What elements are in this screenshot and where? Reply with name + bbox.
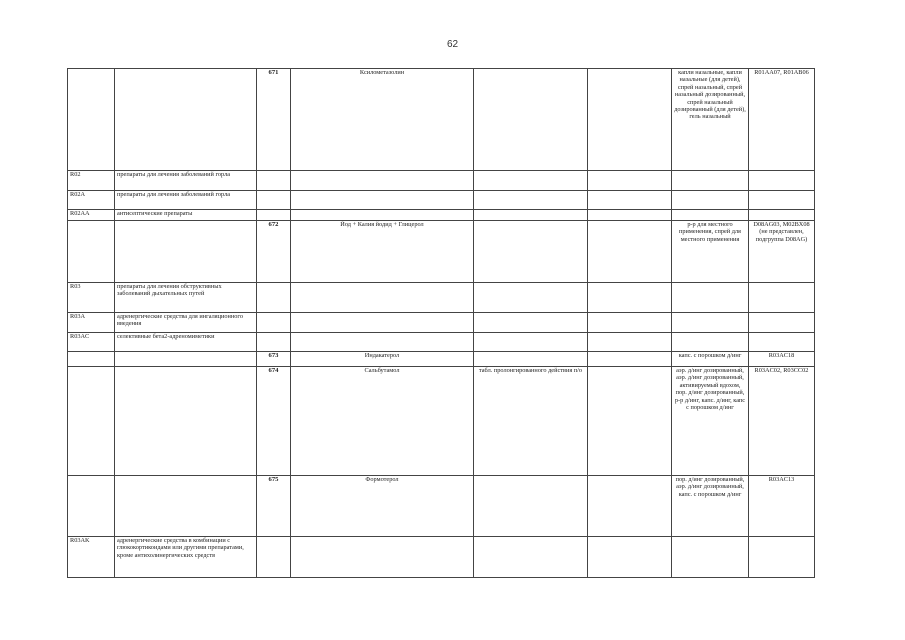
cell-group <box>115 221 257 283</box>
cell-note <box>474 221 588 283</box>
cell-code: R02A <box>68 191 115 210</box>
cell-note <box>474 69 588 171</box>
cell-group <box>115 476 257 537</box>
cell-group: антисептические препараты <box>115 210 257 221</box>
cell-atc <box>749 171 815 191</box>
cell-code <box>68 476 115 537</box>
cell-note <box>474 333 588 352</box>
cell-forms <box>672 171 749 191</box>
cell-note <box>474 191 588 210</box>
cell-note <box>474 210 588 221</box>
cell-code: R03AK <box>68 537 115 578</box>
table-row <box>68 313 815 333</box>
cell-atc: D08AG03, M02BX08 (не представлен, подгруппа D08AG) <box>749 221 815 283</box>
table-row <box>68 333 815 352</box>
cell-forms: пор. д/инг дозированный, аэр. д/инг дозированный, капс. с порошком д/инг <box>672 476 749 537</box>
cell-col6 <box>588 171 672 191</box>
cell-forms <box>672 283 749 313</box>
cell-group: препараты для лечения обструктивных заболеваний дыхательных путей <box>115 283 257 313</box>
cell-code <box>68 221 115 283</box>
cell-note <box>474 171 588 191</box>
table-row <box>68 283 815 313</box>
cell-name <box>291 191 474 210</box>
cell-code: R03A <box>68 313 115 333</box>
cell-forms: р-р для местного применения, спрей для местного применения <box>672 221 749 283</box>
cell-name: Йод + Калия йодид + Глицерол <box>291 221 474 283</box>
cell-note <box>474 283 588 313</box>
table-row <box>68 352 815 367</box>
cell-atc <box>749 210 815 221</box>
cell-code <box>68 367 115 476</box>
cell-atc <box>749 333 815 352</box>
cell-forms: капс. с порошком д/инг <box>672 352 749 367</box>
cell-num: 675 <box>257 476 291 537</box>
table-row <box>68 476 815 537</box>
cell-name: Ксилометазолин <box>291 69 474 171</box>
table-row <box>68 367 815 476</box>
cell-num: 672 <box>257 221 291 283</box>
cell-num <box>257 191 291 210</box>
cell-group: селективные бета2-адреномиметики <box>115 333 257 352</box>
cell-col6 <box>588 537 672 578</box>
cell-forms <box>672 537 749 578</box>
cell-group: адренергические средства в комбинации с глюкокортикоидами или другими препаратами, кроме антихолинергических средств <box>115 537 257 578</box>
cell-note <box>474 537 588 578</box>
cell-col6 <box>588 367 672 476</box>
cell-name <box>291 333 474 352</box>
cell-forms: аэр. д/инг дозированный, аэр. д/инг дозированный, активируемый вдохом, пор. д/инг дозированный, р-р д/инг, капс. д/инг, капс с порошком д/инг <box>672 367 749 476</box>
cell-code: R02 <box>68 171 115 191</box>
cell-num: 673 <box>257 352 291 367</box>
cell-col6 <box>588 352 672 367</box>
cell-forms <box>672 210 749 221</box>
cell-forms: капли назальные, капли назальные (для детей), спрей назальный, спрей назальный дозированный, спрей назальный дозированный (для детей), гель назальный <box>672 69 749 171</box>
page-number: 62 <box>446 39 459 50</box>
cell-name: Индакатерол <box>291 352 474 367</box>
cell-num <box>257 333 291 352</box>
cell-note: табл. пролонгированного действия п/о <box>474 367 588 476</box>
cell-name <box>291 210 474 221</box>
table-row <box>68 69 815 171</box>
cell-num: 674 <box>257 367 291 476</box>
cell-group: адренергические средства для ингаляционного введения <box>115 313 257 333</box>
cell-atc <box>749 191 815 210</box>
cell-code: R03 <box>68 283 115 313</box>
cell-group <box>115 352 257 367</box>
cell-forms <box>672 191 749 210</box>
cell-num <box>257 171 291 191</box>
cell-forms <box>672 333 749 352</box>
cell-name <box>291 313 474 333</box>
cell-name <box>291 171 474 191</box>
cell-col6 <box>588 283 672 313</box>
cell-group: препараты для лечения заболеваний горла <box>115 171 257 191</box>
cell-col6 <box>588 221 672 283</box>
drug-register-table <box>67 68 815 578</box>
cell-atc: R01AA07, R01AB06 <box>749 69 815 171</box>
cell-note <box>474 313 588 333</box>
cell-num <box>257 537 291 578</box>
cell-code <box>68 69 115 171</box>
cell-name <box>291 283 474 313</box>
cell-col6 <box>588 476 672 537</box>
cell-note <box>474 476 588 537</box>
cell-num <box>257 210 291 221</box>
cell-col6 <box>588 69 672 171</box>
table-row <box>68 537 815 578</box>
cell-atc: R03AC18 <box>749 352 815 367</box>
cell-atc: R03AC02, R03CC02 <box>749 367 815 476</box>
cell-atc <box>749 283 815 313</box>
table-row <box>68 171 815 191</box>
cell-num: 671 <box>257 69 291 171</box>
cell-name: Сальбутамол <box>291 367 474 476</box>
cell-code: R03AC <box>68 333 115 352</box>
cell-code: R02AA <box>68 210 115 221</box>
cell-code <box>68 352 115 367</box>
cell-num <box>257 283 291 313</box>
cell-atc <box>749 313 815 333</box>
table-row <box>68 191 815 210</box>
table-row <box>68 221 815 283</box>
cell-note <box>474 352 588 367</box>
cell-atc: R03AC13 <box>749 476 815 537</box>
cell-col6 <box>588 210 672 221</box>
table-row <box>68 210 815 221</box>
cell-group <box>115 69 257 171</box>
cell-num <box>257 313 291 333</box>
cell-col6 <box>588 333 672 352</box>
cell-name: Формотерол <box>291 476 474 537</box>
cell-col6 <box>588 191 672 210</box>
cell-name <box>291 537 474 578</box>
cell-col6 <box>588 313 672 333</box>
cell-forms <box>672 313 749 333</box>
cell-atc <box>749 537 815 578</box>
cell-group <box>115 367 257 476</box>
cell-group: препараты для лечения заболеваний горла <box>115 191 257 210</box>
